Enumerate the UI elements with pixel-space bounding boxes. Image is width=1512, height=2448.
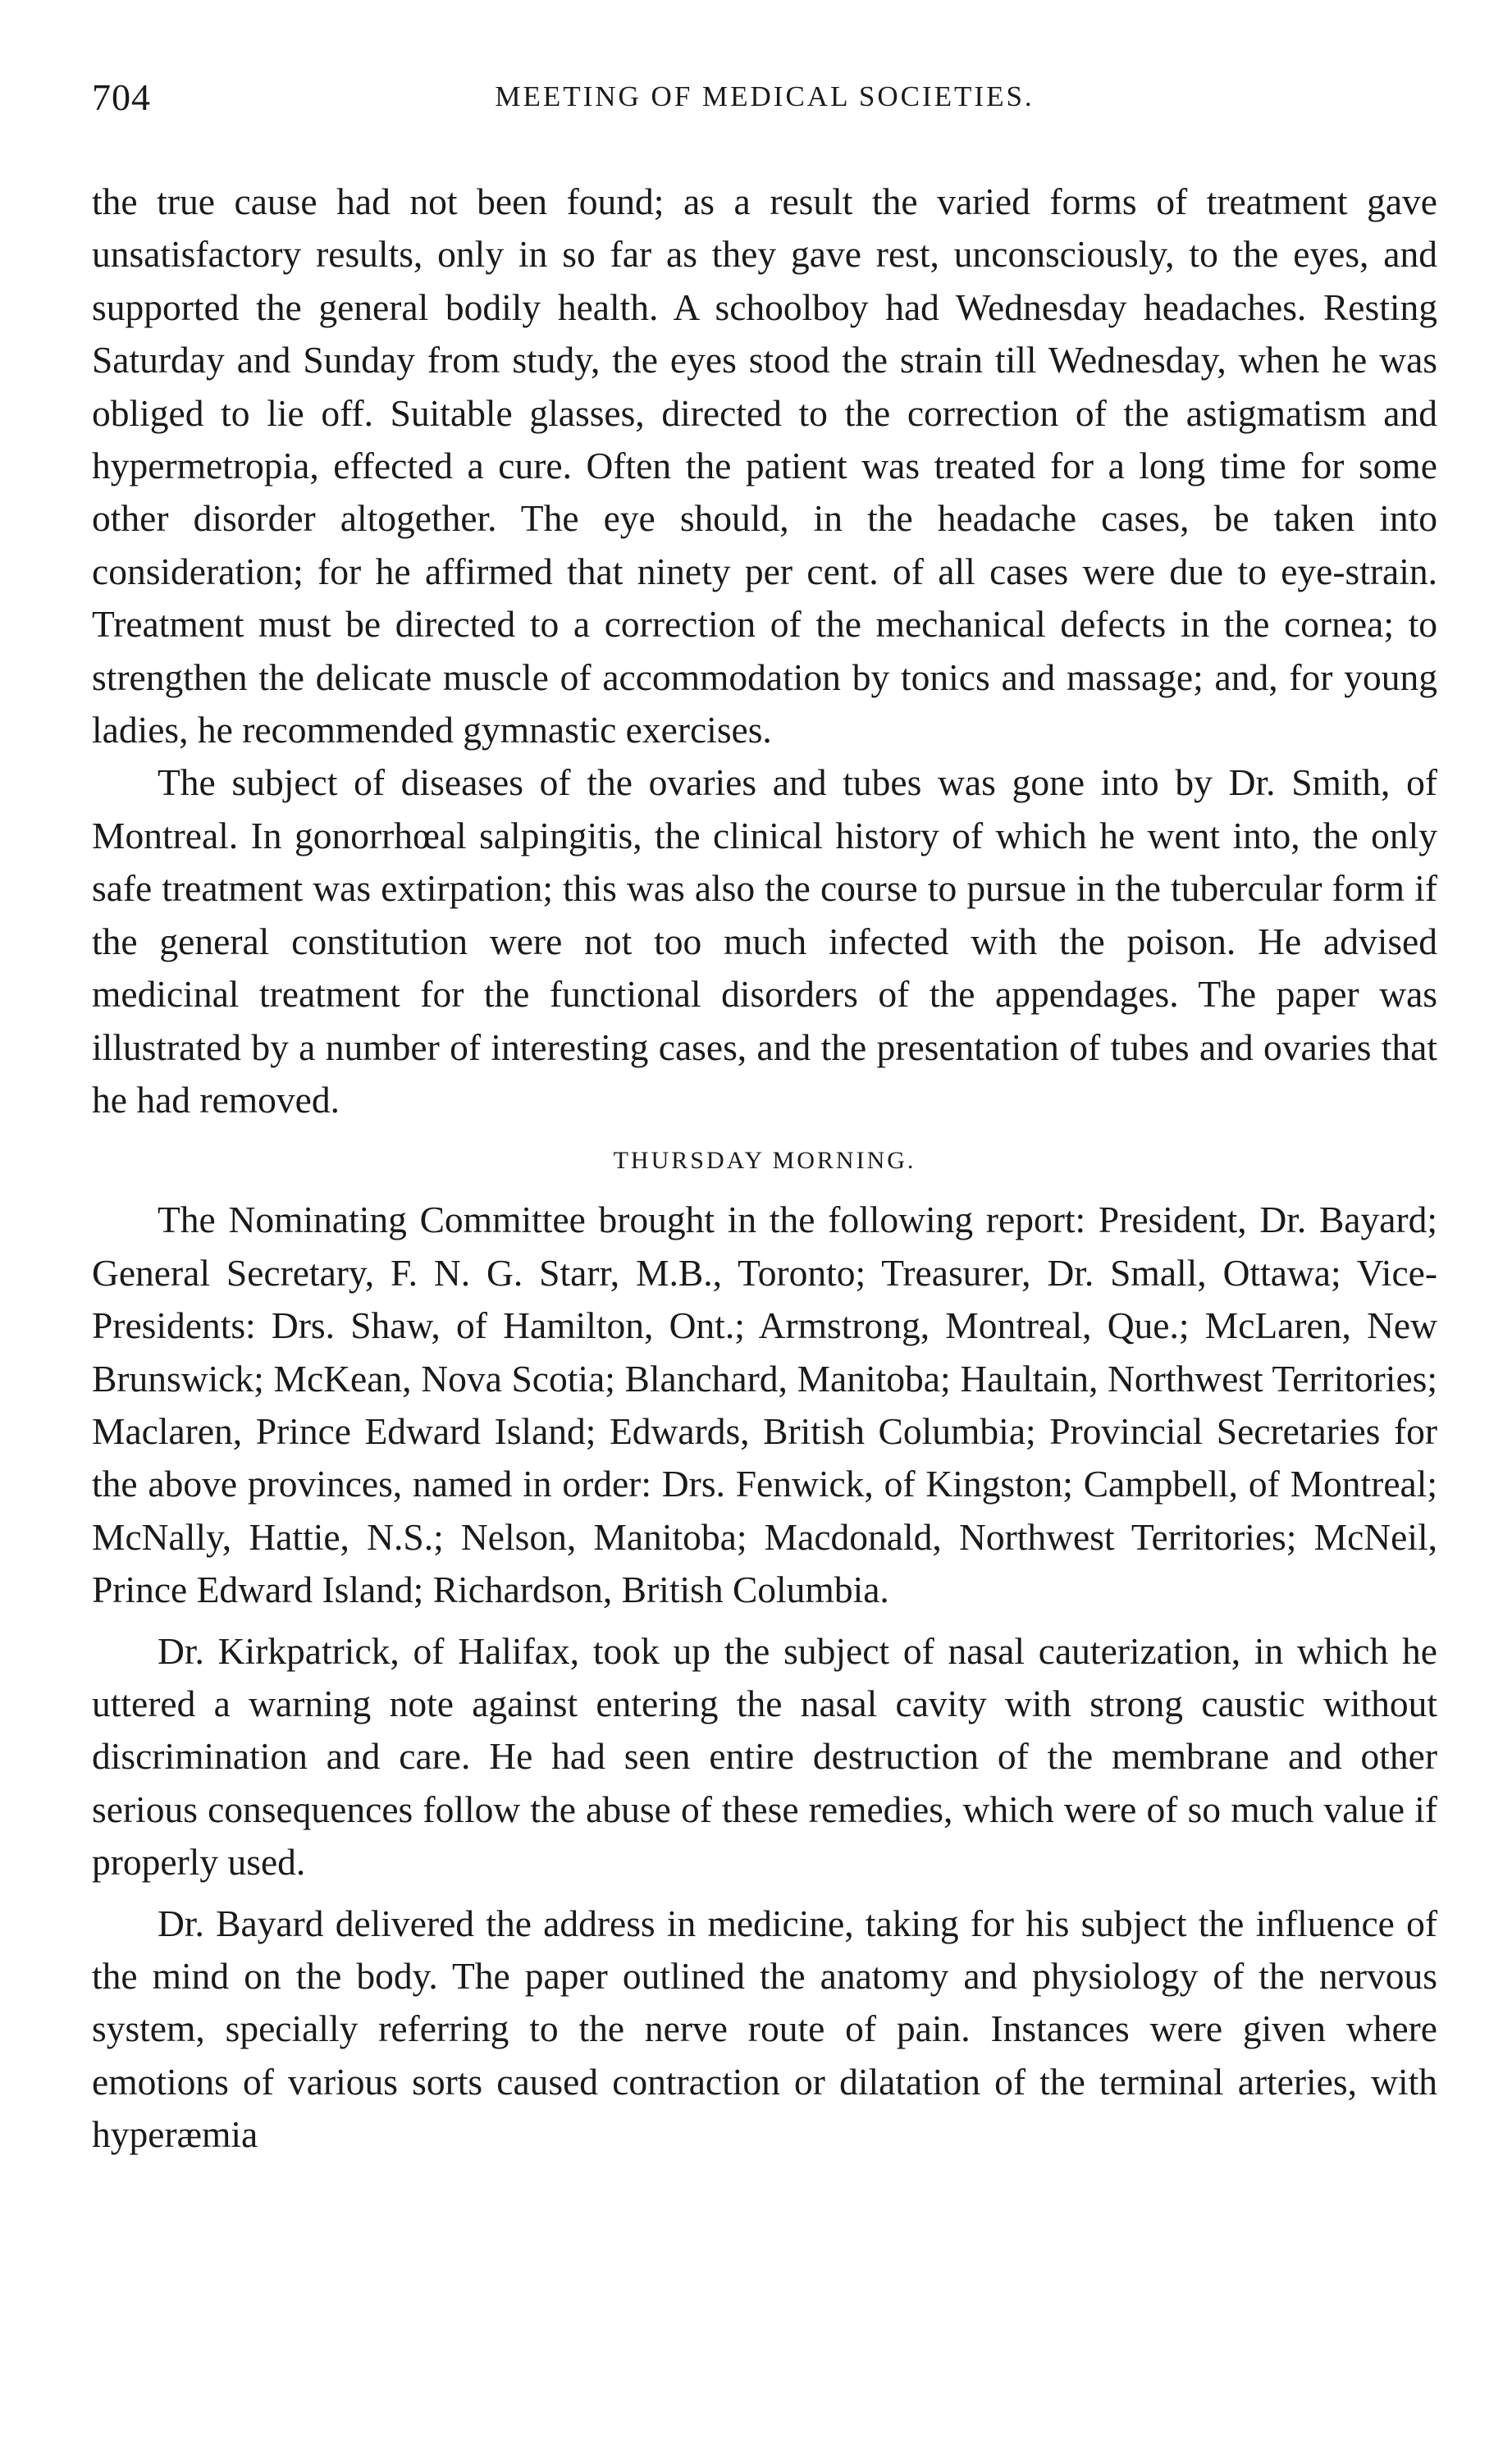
paragraph-nasal-cauterization: Dr. Kirkpatrick, of Halifax, took up the subject of nasal cauterization, in which he uttered a warning note against entering the nasal cavity with strong caustic without discrimination and care. He had seen entire destruction of the membrane and other serious consequences follow the abuse of these remedies, which were of so much value if properly used. xyxy=(92,1629,1437,1884)
paragraph-ovaries-and-tubes: The subject of diseases of the ovaries and tubes was gone into by Dr. Smith, of Montreal. In gonorrhœal salpingitis, the clinical history of which he went into, the only safe treatment was extirpation; this was also the course to pursue in the tubercular form if the general constitution were not too much infected with the poison. He advised medicinal treatment for the functional disorders of the appendages. The paper was illustrated by a number of interesting cases, and the presentation of tubes and ovaries that he had removed. xyxy=(92,761,1437,1121)
page-number: 704 xyxy=(92,76,151,118)
section-heading: THURSDAY MORNING. xyxy=(613,1147,916,1175)
paragraph-address-in-medicine: Dr. Bayard delivered the address in medicine, taking for his subject the influence of the mind on the body. The paper outlined the anatomy and physiology of the nervous system, specially referring to the nerve route of pain. Instances were given where emotions of various sorts caused contraction or dilatation of the terminal arteries, with hyperæmia xyxy=(92,1902,1437,2156)
paragraph-eye-strain-continued: the true cause had not been found; as a result the varied forms of treatment gave unsatisfactory results, only in so far as they gave rest, unconsciously, to the eyes, and supported the general bodily health. A schoolboy had Wednesday headaches. Resting Saturday and Sunday from study, the eyes stood the strain till Wednesday, when he was obliged to lie off. Suitable glasses, directed to the correction of the astigmatism and hypermetropia, effected a cure. Often the patient was treated for a long time for some other disorder altogether. The eye should, in the headache cases, be taken into consideration; for he affirmed that ninety per cent. of all cases were due to eye-strain. Treatment must be directed to a correction of the mechanical defects in the cornea; to strengthen the delicate muscle of accommodation by tonics and massage; and, for young ladies, he recommended gymnastic exercises. xyxy=(92,180,1437,751)
paragraph-nominating-committee: The Nominating Committee brought in the following report: President, Dr. Bayard; General Secretary, F. N. G. Starr, M.B., Toronto; Treasurer, Dr. Small, Ottawa; Vice-Presidents: Drs. Shaw, of Hamilton, Ont.; Armstrong, Montreal, Que.; McLaren, New Brunswick; McKean, Nova Scotia; Blanchard, Manitoba; Haultain, Northwest Territories; Maclaren, Prince Edward Island; Edwards, British Columbia; Provincial Secretaries for the above provinces, named in order: Drs. Fenwick, of Kingston; Campbell, of Montreal; McNally, Hattie, N.S.; Nelson, Manitoba; Macdonald, Northwest Territories; McNeil, Prince Edward Island; Richardson, British Columbia. xyxy=(92,1199,1437,1611)
running-head xyxy=(92,75,1437,125)
page-body xyxy=(92,176,1437,2162)
running-title: MEETING OF MEDICAL SOCIETIES. xyxy=(495,80,1035,112)
